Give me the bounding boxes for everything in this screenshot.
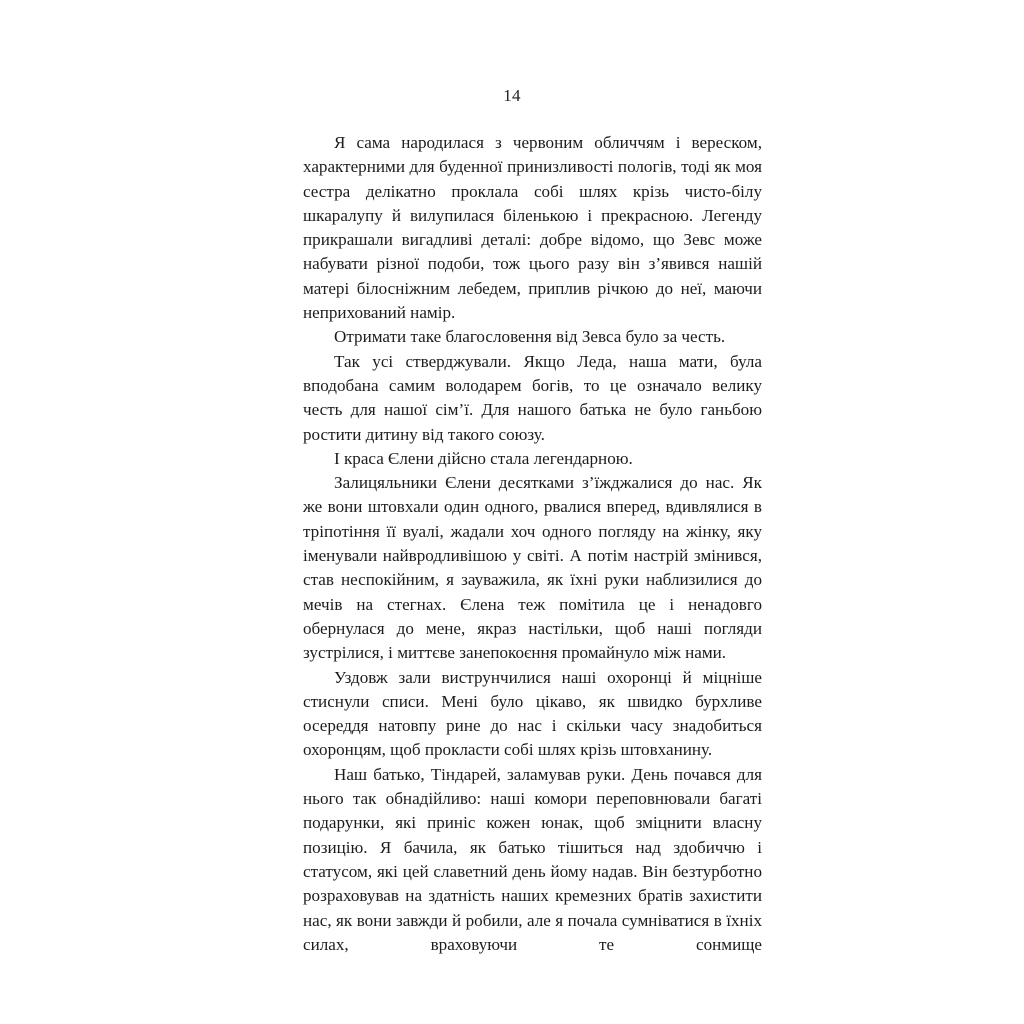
paragraph: Залицяльники Єлени десятками з’їжджалися до нас. Як же вони штовхали один одного, рвалися вперед, вдивлялися в тріпотіння її вуалі, жадали хоч одного погляду на жінку, яку іменували найвродливішою у світі. А потім настрій змінився, став неспокійним, я зауважила, як їхні руки наблизилися до мечів на стегнах. Єлена теж помітила це і ненадовго обернулася до мене, якраз настільки, щоб наші погляди зустрілися, і миттєве занепокоєння промайнуло між нами. (303, 473, 762, 663)
paragraph: Так усі стверджували. Якщо Леда, наша мати, була вподобана самим володарем богів, то це означало велику честь для нашої сім’ї. Для нашого батька не було ганьбою ростити дитину від такого союзу. (303, 351, 762, 444)
paragraph: Наш батько, Тіндарей, заламував руки. День почався для нього так обнадійливо: наші комори переповнювали багаті подарунки, які приніс кожен юнак, щоб зміцнити власну позицію. Я бачила, як батько тішиться над здобиччю і статусом, які цей славетний день йому надав. Він безтурботно розраховував на здатність наших кремезних братів захистити нас, як вони завжди й робили, але я почала сумніватися в їхніх силах, враховуючи те сонмище (303, 764, 762, 954)
page-number: 14 (503, 86, 521, 105)
paragraph: І краса Єлени дійсно стала легендарною. (334, 448, 633, 468)
paragraph: Я сама народилася з червоним обличчям і вереском, характерними для буденної принизливості пологів, тоді як моя сестра делікатно проклала собі шлях крізь чисто-білу шкаралупу й вилупилася біленькою і прекрасною. Легенду прикрашали вигадливі деталі: добре відомо, що Зевс може набувати різної подоби, тож цього разу він з’явився нашій матері білосніжним лебедем, приплив річкою до неї, маючи неприхований намір. (303, 133, 762, 323)
body-text-block (303, 131, 762, 957)
paragraph: Уздовж зали виструнчилися наші охоронці й міцніше стиснули списи. Мені було цікаво, як швидко бурхливе осереддя натовпу рине до нас і скільки часу знадобиться охоронцям, щоб прокласти собі шлях крізь штовханину. (303, 667, 762, 760)
paragraph: Отримати таке благословення від Зевса було за честь. (334, 327, 726, 347)
